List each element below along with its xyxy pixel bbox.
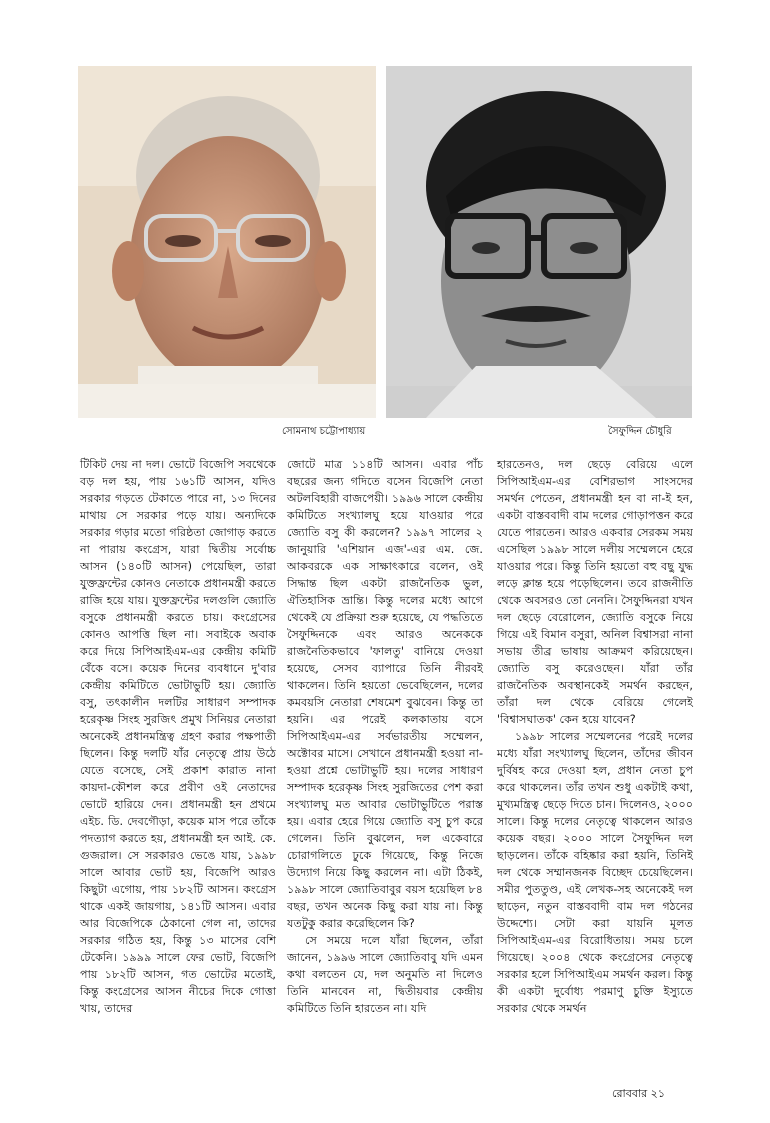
photo-somnath — [78, 66, 376, 418]
article-paragraph: হারতেনও, দল ছেড়ে বেরিয়ে এলে সিপিআইএম-এর বেশিরভাগ সাংসদের সমর্থন পেতেন, প্রধানমন্ত্রী হন বা না-ই হন, একটা বাস্তববাদী বাম দলের গোড়াপত্তন করে যেতে পারতেন। আরও একবার সেরকম সময় এসেছিল ১৯৯৮ সালে দলীয় সম্মেলনে হেরে যাওয়ার পরে। কিন্তু তিনি হয়তো বহু বছু যুদ্ধ লড়ে ক্লান্ত হয়ে পড়েছিলেন। তবে রাজনীতি থেকে অবসরও তো নেননি। সৈফুদ্দিনরা যখন দল ছেড়ে বেরোলেন, জ্যোতি বসুকে নিয়ে গিয়ে এই বিমান বসুরা, অনিল বিশ্বাসরা নানা সভায় তীব্র ভাষায় আক্রমণ করিয়েছেন। জ্যোতি বসু করেওছেন। যাঁরা তাঁর রাজনৈতিক অবস্থানকেই সমর্থন করছেন, তাঁরা দল থেকে বেরিয়ে গেলেই 'বিশ্বাসঘাতক' কেন হয়ে যাবেন? — [497, 458, 693, 726]
article-paragraph: ১৯৯৮ সালের সম্মেলনের পরেই দলের মধ্যে যাঁরা সংখ্যালঘু ছিলেন, তাঁদের জীবন দুর্বিষহ করে দেওয়া হল, প্রধান নেতা চুপ করে থাকলেন। তাঁর তখন শুধু একটাই কথা, মুখ্যমন্ত্রিত্ব ছেড়ে দিতে চান। দিলেনও, ২০০০ সালে। কিন্তু দলের নেতৃত্বে থাকলেন আরও কয়েক বছর। ২০০০ সালে সৈফুদ্দিন দল ছাড়লেন। তাঁকে বহিষ্কার করা হয়নি, তিনিই দল থেকে সম্মানজনক বিচ্ছেদ চেয়েছিলেন। সমীর পুততুণ্ড, এই লেখক-সহ অনেকেই দল ছাড়েন, নতুন বাস্তববাদী বাম দল গঠনের উদ্দেশ্যে। সেটা করা যায়নি মূলত সিপিআইএম-এর বিরোধিতায়। সময় চলে গিয়েছে। ২০০৪ থেকে কংগ্রেসের নেতৃত্বে সরকার হলে সিপিআইএম সমর্থন করল। কিন্তু কী একটা দুর্বোধ্য পরমাণু চুক্তি ইস্যুতে সরকার থেকে সমর্থন — [497, 730, 693, 1015]
photo-saifuddin — [386, 66, 692, 418]
article-column-1 — [80, 456, 276, 1017]
article-column-2 — [287, 456, 483, 1017]
article-column-3 — [497, 456, 693, 1017]
article-paragraph: টিকিট দেয় না দল। ভোটে বিজেপি সবথেকে বড় দল হয়, পায় ১৬১টি আসন, যদিও সরকার গড়তে টেকাতে পারে না, ১৩ দিনের মাথায় সে সরকার পড়ে যায়। অন্যদিকে সরকার গড়ার মতো গরিষ্ঠতা জোগাড় করতে না পারায় কংগ্রেস, যারা দ্বিতীয় সর্বোচ্চ আসন (১৪০টি আসন) পেয়েছিল, তারা যুক্তফ্রন্টের কোনও নেতাকে প্রধানমন্ত্রী করতে রাজি হয়ে যায়। যুক্তফ্রন্টের দলগুলি জ্যোতি বসুকে প্রধানমন্ত্রী করতে চায়। কংগ্রেসের কোনও আপত্তি ছিল না। সবাইকে অবাক করে দিয়ে সিপিআইএম-এর কেন্দ্রীয় কমিটি বেঁকে বসে। কয়েক দিনের ব্যবধানে দু'বার কেন্দ্রীয় কমিটিতে ভোটাভুটি হয়। জ্যোতি বসু, তৎকালীন দলটির সাধারণ সম্পাদক হরেকৃষ্ণ সিংহ সুরজিৎ প্রমুখ সিনিয়র নেতারা অনেকেই প্রধানমন্ত্রিত্ব গ্রহণ করার পক্ষপাতী ছিলেন। কিন্তু দলটি যাঁর নেতৃত্বে প্রায় উঠে যেতে বসেছে, সেই প্রকাশ কারাত নানা কায়দা-কৌশল করে প্রবীণ ওই নেতাদের ভোটে হারিয়ে দেন। প্রধানমন্ত্রী হন প্রথমে এইচ. ডি. দেবগৌড়া, কয়েক মাস পরে তাঁকে পদত্যাগ করতে হয়, প্রধানমন্ত্রী হন আই. কে. গুজরাল। সে সরকারও ভেঙে যায়, ১৯৯৮ সালে আবার ভোট হয়, বিজেপি আরও কিছুটা এগোয়, পায় ১৮২টি আসন। কংগ্রেস থাকে একই জায়গায়, ১৪১টি আসন। এবার আর বিজেপিকে ঠেকানো গেল না, তাদের সরকার গঠিত হয়, কিন্তু ১৩ মাসের বেশি টেকেনি। ১৯৯৯ সালে ফের ভোট, বিজেপি পায় ১৮২টি আসন, গত ভোটের মতোই, কিন্তু কংগ্রেসের আসন নীচের দিকে গোত্তা খায়, তাদের — [80, 458, 276, 1015]
photo-caption-somnath: সোমনাথ চট্টোপাধ্যায় — [282, 426, 366, 437]
photo-caption-saifuddin: সৈফুদ্দিন চৌধুরি — [608, 426, 672, 437]
article-paragraph: জোটে মাত্র ১১৪টি আসন। এবার পাঁচ বছরের জন্য গদিতে বসেন বিজেপি নেতা অটলবিহারী বাজপেয়ী। ১৯৯৬ সালে কেন্দ্রীয় কমিটিতে সংখ্যালঘু হয়ে যাওয়ার পরে জ্যোতি বসু কী করলেন? ১৯৯৭ সালের ২ জানুয়ারি 'এশিয়ান এজ'-এর এম. জে. আকবরকে এক সাক্ষাৎকারে বলেন, ওই সিদ্ধান্ত ছিল একটা রাজনৈতিক ভুল, ঐতিহাসিক ভ্রান্তি। কিন্তু দলের মধ্যে আগে থেকেই যে প্রক্রিয়া শুরু হয়েছে, যে পদ্ধতিতে সৈফুদ্দিনকে এবং আরও অনেককে রাজনৈতিকভাবে 'ফালতু' বানিয়ে দেওয়া হয়েছে, সেসব ব্যাপারে তিনি নীরবই থাকলেন। তিনি হয়তো ভেবেছিলেন, দলের কমবয়সি নেতারা শেষমেশ বুঝবেন। কিন্তু তা হয়নি। এর পরেই কলকাতায় বসে সিপিআইএম-এর সর্বভারতীয় সম্মেলন, অক্টোবর মাসে। সেখানে প্রধানমন্ত্রী হওয়া না-হওয়া প্রশ্নে ভোটাভুটি হয়। দলের সাধারণ সম্পাদক হরেকৃষ্ণ সিংহ সুরজিতের পেশ করা সংখ্যালঘু মত আবার ভোটাভুটিতে পরাস্ত হয়। এবার হেরে গিয়ে জ্যোতি বসু চুপ করে গেলেন। তিনি বুঝলেন, দল একেবারে চোরাগলিতে ঢুকে গিয়েছে, কিন্তু নিজে উদ্যোগ নিয়ে কিছু করলেন না। এটা ঠিকই, ১৯৯৮ সালে জ্যোতিবাবুর বয়স হয়েছিল ৮৪ বছর, তখন অনেক কিছু করা যায় না। কিন্তু যতটুকু করার করেছিলেন কি? — [287, 458, 483, 930]
page-footer: রোববার ২১ — [612, 1087, 665, 1100]
article-paragraph: সে সময়ে দলে যাঁরা ছিলেন, তাঁরা জানেন, ১৯৯৬ সালে জ্যোতিবাবু যদি এমন কথা বলতেন যে, দল অনুমতি না দিলেও তিনি মানবেন না, দ্বিতীয়বার কেন্দ্রীয় কমিটিতে তিনি হারতেন না। যদি — [287, 934, 483, 1015]
